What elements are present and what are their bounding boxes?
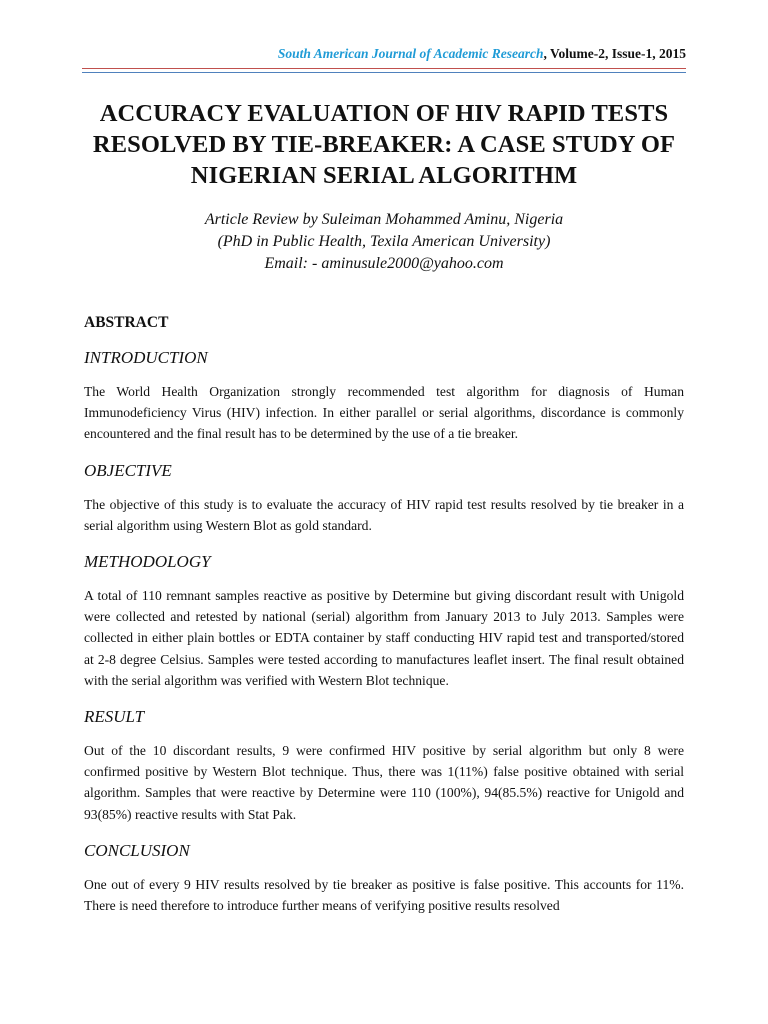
section-text-introduction: The World Health Organization strongly recommended test algorithm for diagnosis of Human Immunodeficiency Virus (HIV) infection. In either parallel or serial algorithms, discordance is commonly encountered and the final result has to be determined by the use of a tie breaker. xyxy=(84,384,684,442)
header-rule-blue xyxy=(82,72,686,73)
abstract-heading: ABSTRACT xyxy=(84,314,169,331)
title-line: ACCURACY EVALUATION OF HIV RAPID TESTS xyxy=(99,100,669,127)
title-line: NIGERIAN SERIAL ALGORITHM xyxy=(190,162,578,189)
section-text-methodology: A total of 110 remnant samples reactive as positive by Determine but giving discordant result with Unigold were collected and retested by national (serial) algorithm from January 2013 to July 2013. Samples were collected in either plain bottles or EDTA container by staff conducting HIV rapid test and transported/stored at 2-8 degree Celsius. Samples were tested according to manufactures leaflet insert. The final result obtained with the serial algorithm was verified with Western Blot technique. xyxy=(84,588,684,688)
section-heading-conclusion: CONCLUSION xyxy=(84,840,190,860)
journal-issue-info: , Volume-2, Issue-1, 2015 xyxy=(543,46,686,61)
title-line: RESOLVED BY TIE-BREAKER: A CASE STUDY OF xyxy=(92,131,676,158)
journal-name: South American Journal of Academic Research xyxy=(277,46,544,61)
author-block xyxy=(84,209,684,275)
abstract-content xyxy=(84,313,684,931)
author-email: Email: - aminusule2000@yahoo.com xyxy=(264,255,504,272)
header-rule-red xyxy=(82,68,686,69)
section-heading-methodology: METHODOLOGY xyxy=(84,552,211,572)
section-heading-objective: OBJECTIVE xyxy=(84,460,172,480)
section-text-result: Out of the 10 discordant results, 9 were confirmed HIV positive by serial algorithm but only 8 were confirmed positive by Western Blot technique. Thus, there was 1(11%) false positive obtained with serial algorithm. Samples that were reactive by Determine were 110 (100%), 94(85.5%) reactive for Unigold and 93(85%) reactive results with Stat Pak. xyxy=(84,743,684,822)
section-text-conclusion: One out of every 9 HIV results resolved by tie breaker as positive is false positive. This accounts for 11%. There is need therefore to introduce further means of verifying positive results resolved xyxy=(84,876,684,914)
section-heading-introduction: INTRODUCTION xyxy=(84,348,208,367)
author-affiliation: (PhD in Public Health, Texila American University) xyxy=(217,233,551,250)
author-line: Article Review by Suleiman Mohammed Aminu, Nigeria xyxy=(204,211,564,228)
journal-header xyxy=(278,46,686,62)
section-heading-result: RESULT xyxy=(84,707,145,727)
section-text-objective: The objective of this study is to evaluate the accuracy of HIV rapid test results resolved by tie breaker in a serial algorithm using Western Blot as gold standard. xyxy=(84,496,684,533)
paper-title xyxy=(60,98,708,191)
